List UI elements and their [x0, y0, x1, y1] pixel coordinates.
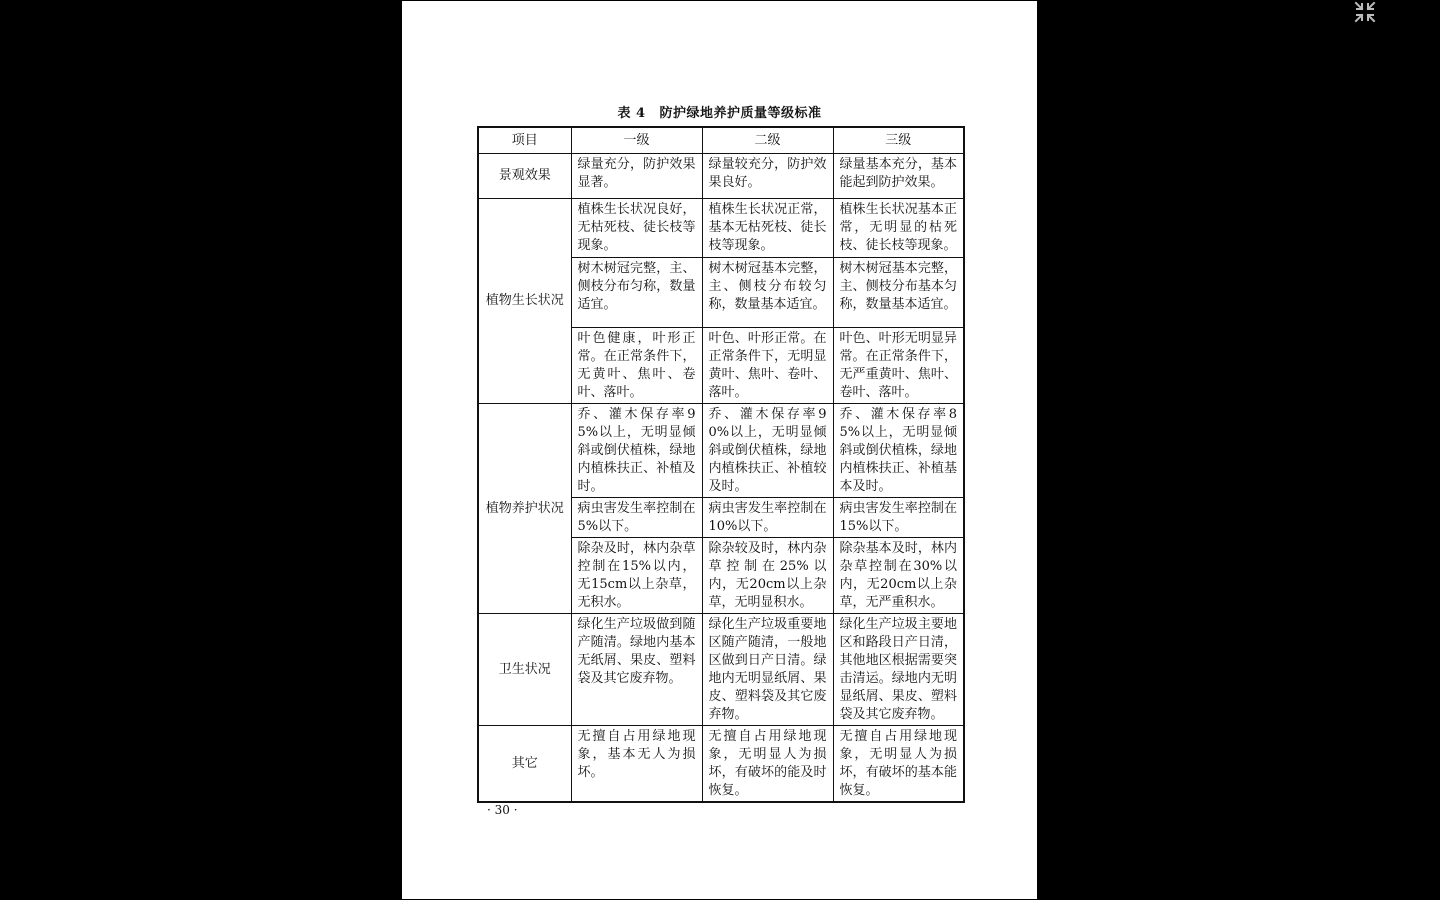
item-cell: 卫生状况: [478, 614, 571, 726]
table-header-row: [478, 127, 964, 154]
grade-cell: 叶色、叶形无明显异常。在正常条件下，无严重黄叶、焦叶、卷叶、落叶。: [833, 328, 964, 404]
item-cell: 植物养护状况: [478, 404, 571, 614]
grade-cell: 病虫害发生率控制在5%以下。: [571, 498, 702, 538]
grade-cell: 乔、灌木保存率85%以上，无明显倾斜或倒伏植株，绿地内植株扶正、补植基本及时。: [833, 404, 964, 498]
grade-cell: 树木树冠基本完整，主、侧枝分布较匀称，数量基本适宜。: [702, 258, 833, 328]
grade-cell: 植株生长状况基本正常，无明显的枯死枝、徒长枝等现象。: [833, 199, 964, 258]
grade-cell: 绿化生产垃圾重要地区随产随清，一般地区做到日产日清。绿地内无明显纸屑、果皮、塑料袋及其它废弃物。: [702, 614, 833, 726]
grade-cell: 病虫害发生率控制在10%以下。: [702, 498, 833, 538]
grade-cell: 病虫害发生率控制在15%以下。: [833, 498, 964, 538]
grade-cell: 乔、灌木保存率95%以上，无明显倾斜或倒伏植株，绿地内植株扶正、补植及时。: [571, 404, 702, 498]
grade-cell: 植株生长状况正常，基本无枯死枝、徒长枝等现象。: [702, 199, 833, 258]
grade-cell: 植株生长状况良好，无枯死枝、徒长枝等现象。: [571, 199, 702, 258]
grade-cell: 绿量较充分，防护效果良好。: [702, 154, 833, 199]
table-caption: [402, 102, 1037, 121]
grade-cell: 树木树冠基本完整，主、侧枝分布基本匀称，数量基本适宜。: [833, 258, 964, 328]
collapse-arrows-icon: [1352, 0, 1378, 24]
grade-cell: 无擅自占用绿地现象，基本无人为损坏。: [571, 726, 702, 803]
grade-cell: 除杂较及时，林内杂草控制在25%以内，无20cm以上杂草，无明显积水。: [702, 538, 833, 614]
grade-cell: 绿化生产垃圾主要地区和路段日产日清，其他地区根据需要突击清运。绿地内无明显纸屑、果皮、塑料袋及其它废弃物。: [833, 614, 964, 726]
grade-cell: 叶色、叶形正常。在正常条件下，无明显黄叶、焦叶、卷叶、落叶。: [702, 328, 833, 404]
grade-cell: 绿化生产垃圾做到随产随清。绿地内基本无纸屑、果皮、塑料袋及其它废弃物。: [571, 614, 702, 726]
grade-cell: 树木树冠完整，主、侧枝分布匀称，数量适宜。: [571, 258, 702, 328]
header-cell: 三级: [833, 127, 964, 154]
table-row: [478, 154, 964, 199]
table-row: [478, 199, 964, 258]
table-row: [478, 614, 964, 726]
grade-cell: 乔、灌木保存率90%以上，无明显倾斜或倒伏植株，绿地内植株扶正、补植较及时。: [702, 404, 833, 498]
table-caption-number: 表 4: [617, 106, 646, 121]
table-row: [478, 726, 964, 803]
header-cell: 二级: [702, 127, 833, 154]
grade-cell: 无擅自占用绿地现象，无明显人为损坏，有破坏的基本能恢复。: [833, 726, 964, 803]
grade-cell: 除杂及时，林内杂草控制在15%以内，无15cm以上杂草，无积水。: [571, 538, 702, 614]
table-caption-title: 防护绿地养护质量等级标准: [659, 106, 822, 121]
item-cell: 景观效果: [478, 154, 571, 199]
grade-cell: 除杂基本及时，林内杂草控制在30%以内，无20cm以上杂草，无严重积水。: [833, 538, 964, 614]
grade-cell: 无擅自占用绿地现象，无明显人为损坏，有破坏的能及时恢复。: [702, 726, 833, 803]
header-cell: 一级: [571, 127, 702, 154]
header-cell: 项目: [478, 127, 571, 154]
page-number: · 30 ·: [487, 803, 518, 817]
grade-cell: 绿量充分，防护效果显著。: [571, 154, 702, 199]
grade-cell: 叶色健康，叶形正常。在正常条件下，无黄叶、焦叶、卷叶、落叶。: [571, 328, 702, 404]
collapse-fullscreen-button[interactable]: [1352, 0, 1378, 24]
quality-standard-table: [477, 126, 965, 803]
table-row: [478, 404, 964, 498]
item-cell: 植物生长状况: [478, 199, 571, 404]
grade-cell: 绿量基本充分，基本能起到防护效果。: [833, 154, 964, 199]
item-cell: 其它: [478, 726, 571, 803]
document-page: [402, 1, 1037, 899]
